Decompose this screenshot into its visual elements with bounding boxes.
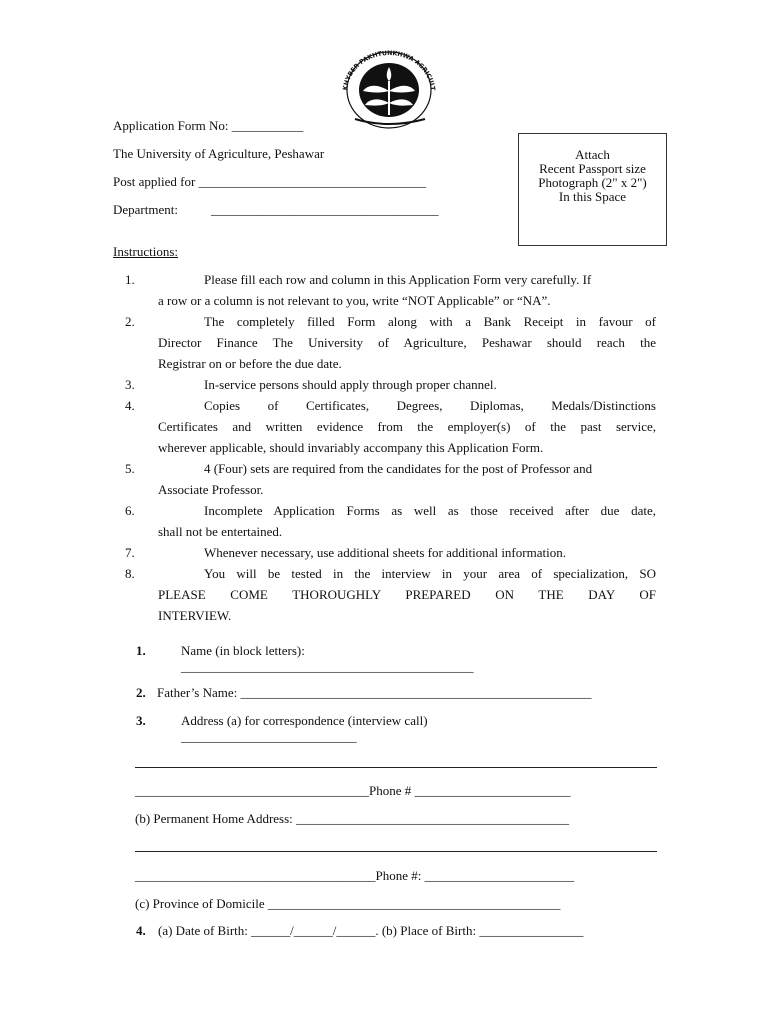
field-number: 3. <box>136 713 146 728</box>
name-label: Name (in block letters): <box>181 643 305 658</box>
instruction-line: PLEASE COME THOROUGHLY PREPARED ON THE DAY OF <box>158 587 656 602</box>
instruction-line: You will be tested in the interview in your area of specialization, SO <box>204 566 656 581</box>
address-field[interactable]: ___________________________ <box>181 729 357 744</box>
instruction-line: wherever applicable, should invariably accompany this Application Form. <box>158 440 544 455</box>
permanent-phone-field[interactable]: _____________________________________Phone #: _______________________ <box>135 868 575 883</box>
form-number-label[interactable]: Application Form No: ___________ <box>113 118 304 133</box>
university-seal <box>333 45 445 130</box>
instruction-line: Copies of Certificates, Degrees, Diplomas, Medals/Distinctions <box>204 398 656 413</box>
phone-field[interactable]: ____________________________________Phone # ________________________ <box>135 783 571 798</box>
instruction-line: Registrar on or before the due date. <box>158 356 342 371</box>
photo-box-line-1: Attach <box>575 147 610 162</box>
post-applied-field[interactable]: Post applied for ___________________________________ <box>113 174 427 189</box>
instruction-number: 2. <box>125 314 135 329</box>
birth-details-field[interactable]: (a) Date of Birth: ______/______/______. (b) Place of Birth: ________________ <box>158 923 584 938</box>
field-number: 4. <box>136 923 146 938</box>
instruction-line: Director Finance The University of Agriculture, Peshawar should reach the <box>158 335 656 350</box>
instruction-line: Whenever necessary, use additional sheets for additional information. <box>204 545 566 560</box>
name-field[interactable]: _____________________________________________ <box>181 659 474 674</box>
permanent-address-line[interactable] <box>135 851 657 852</box>
photo-box-line-2: Recent Passport size <box>539 161 646 176</box>
instruction-line: The completely filled Form along with a Bank Receipt in favour of <box>204 314 656 329</box>
domicile-field[interactable]: (c) Province of Domicile _____________________________________________ <box>135 896 561 911</box>
university-name: The University of Agriculture, Peshawar <box>113 146 325 161</box>
instruction-line: Associate Professor. <box>158 482 264 497</box>
instruction-number: 6. <box>125 503 135 518</box>
instruction-number: 7. <box>125 545 135 560</box>
instruction-number: 3. <box>125 377 135 392</box>
field-number: 1. <box>136 643 146 658</box>
address-label: Address (a) for correspondence (interview call) <box>181 713 428 728</box>
instruction-line: a row or a column is not relevant to you, write “NOT Applicable” or “NA”. <box>158 293 551 308</box>
instruction-line: 4 (Four) sets are required from the candidates for the post of Professor and <box>204 461 593 476</box>
department-field[interactable]: ___________________________________ <box>211 202 439 217</box>
instruction-number: 5. <box>125 461 135 476</box>
instruction-number: 4. <box>125 398 135 413</box>
instructions-title: Instructions: <box>113 244 178 259</box>
field-number: 2. <box>136 685 146 700</box>
instruction-line: INTERVIEW. <box>158 608 232 623</box>
instruction-line: Please fill each row and column in this Application Form very carefully. If <box>204 272 592 287</box>
instruction-line: In-service persons should apply through proper channel. <box>204 377 497 392</box>
photo-box-line-4: In this Space <box>558 189 627 204</box>
instruction-line: Certificates and written evidence from the employer(s) of the past service, <box>158 419 656 434</box>
photo-box-line-3: Photograph (2" x 2") <box>538 175 647 190</box>
instruction-line: Incomplete Application Forms as well as those received after due date, <box>204 503 656 518</box>
fathers-name-field[interactable]: Father’s Name: ______________________________________________________ <box>157 685 592 700</box>
instruction-line: shall not be entertained. <box>158 524 283 539</box>
photo-box[interactable] <box>518 133 667 246</box>
instruction-number: 1. <box>125 272 135 287</box>
permanent-address-field[interactable]: (b) Permanent Home Address: __________________________________________ <box>135 811 570 826</box>
instruction-number: 8. <box>125 566 135 581</box>
seal-text: KHYBER PAKHTUNKHWA AGRICULT <box>342 49 436 92</box>
address-line[interactable] <box>135 767 657 768</box>
department-label: Department: <box>113 202 178 217</box>
